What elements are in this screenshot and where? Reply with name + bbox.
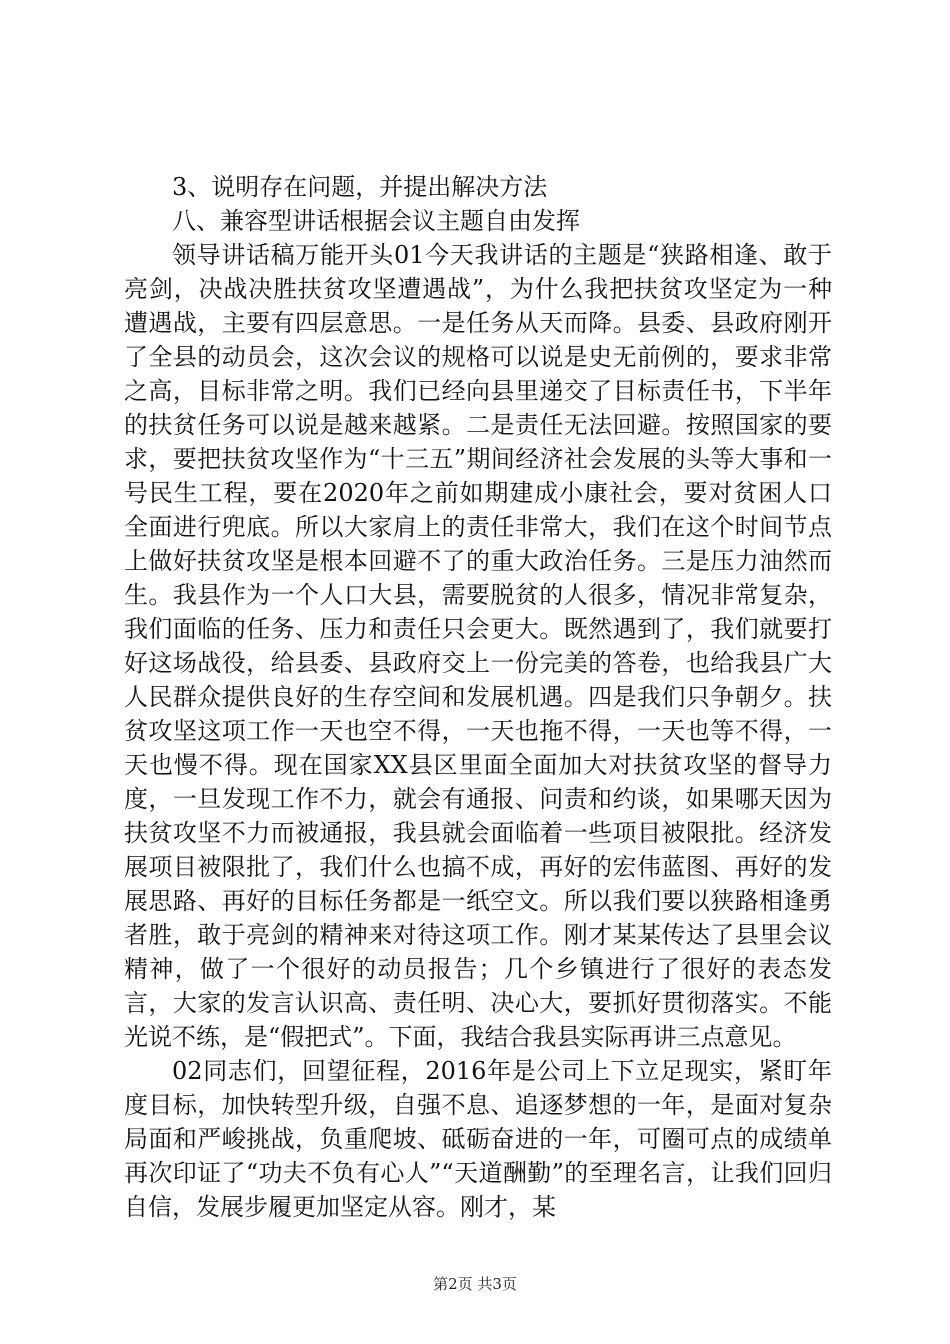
- page-footer: [0, 1273, 950, 1294]
- paragraph-opening-01: 领导讲话稿万能开头01今天我讲话的主题是“狭路相逢、敢于亮剑，决战决胜扶贫攻坚遭遇战”，为什么我把扶贫攻坚定为一种遭遇战，主要有四层意思。一是任务从天而降。县委、县政府刚开了全县的动员会，这次会议的规格可以说是史无前例的，要求非常之高，目标非常之明。我们已经向县里递交了目标责任书，下半年的扶贫任务可以说是越来越紧。二是责任无法回避。按照国家的要求，要把扶贫攻坚作为“十三五”期间经济社会发展的头等大事和一号民生工程，要在2020年之前如期建成小康社会，要对贫困人口全面进行兜底。所以大家肩上的责任非常大，我们在这个时间节点上做好扶贫攻坚是根本回避不了的重大政治任务。三是压力油然而生。我县作为一个人口大县，需要脱贫的人很多，情况非常复杂，我们面临的任务、压力和责任只会更大。既然遇到了，我们就要打好这场战役，给县委、县政府交上一份完美的答卷，也给我县广大人民群众提供良好的生存空间和发展机遇。四是我们只争朝夕。扶贫攻坚这项工作一天也空不得，一天也拖不得，一天也等不得，一天也慢不得。现在国家XX县区里面全面加大对扶贫攻坚的督导力度，一旦发现工作不力，就会有通报、问责和约谈，如果哪天因为扶贫攻坚不力而被通报，我县就会面临着一些项目被限批。经济发展项目被限批了，我们什么也搞不成，再好的宏伟蓝图、再好的发展思路、再好的目标任务都是一纸空文。所以我们要以狭路相逢勇者胜，敢于亮剑的精神来对待这项工作。刚才某某传达了县里会议精神，做了一个很好的动员报告；几个乡镇进行了很好的表态发言，大家的发言认识高、责任明、决心大，要抓好贯彻落实。不能光说不练，是“假把式”。下面，我结合我县实际再讲三点意见。: [124, 241, 832, 1051]
- document-body: [124, 170, 832, 1224]
- paragraph-heading-3: 3、说明存在问题，并提出解决方法: [172, 173, 548, 201]
- paragraph-opening-02: 02同志们，回望征程，2016年是公司上下立足现实，紧盯年度目标，加快转型升级，自强不息、追逐梦想的一年，是面对复杂局面和严峻挑战，负重爬坡、砥砺奋进的一年，可圈可点的成绩单再次印证了“功夫不负有心人”“天道酬勤”的至理名言，让我们回归自信，发展步履更加坚定从容。刚才，某: [124, 1057, 832, 1221]
- paragraph-heading-8: 八、兼容型讲话根据会议主题自由发挥: [172, 207, 580, 235]
- page-number-indicator: 第2页 共3页: [433, 1275, 517, 1293]
